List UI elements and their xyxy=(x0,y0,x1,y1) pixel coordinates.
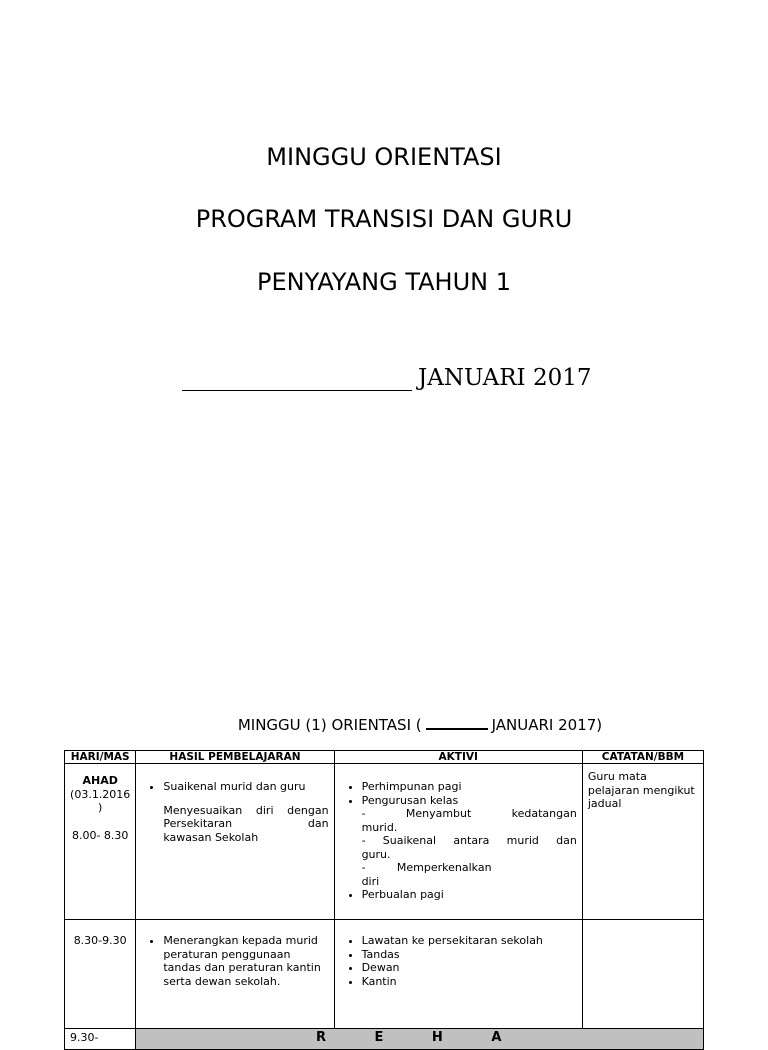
activity-item: • Perhimpunan pagi xyxy=(362,780,577,794)
notes-cell xyxy=(582,920,703,1029)
activity-item: • Tandas xyxy=(362,948,577,962)
subitem-line xyxy=(362,861,492,875)
activity-item: • Kantin xyxy=(362,975,577,989)
time-cell: 9.30- xyxy=(65,1029,136,1050)
header-catatan: CATATAN/BBM xyxy=(582,751,703,764)
table-row xyxy=(65,764,704,920)
time-cell: 8.30-9.30 xyxy=(65,920,136,1029)
outcome-item: • Menerangkan kepada murid peraturan penggunaan tandas dan peraturan kantin serta dewan sekolah. xyxy=(163,934,328,988)
subitem-dash: - xyxy=(361,861,366,874)
subitem-line: guru. xyxy=(361,847,391,861)
header-row xyxy=(65,751,704,764)
date-line xyxy=(182,364,602,391)
activity-cell xyxy=(334,920,582,1029)
notes-cell: Guru mata pelajaran mengikut jadual xyxy=(582,764,703,920)
subitem-line: - Suaikenal antara murid dan xyxy=(361,834,577,847)
title-line-1: MINGGU ORIENTASI xyxy=(266,143,502,171)
subitem-line: - Menyambut kedatangan xyxy=(361,807,577,820)
outcome-description xyxy=(163,804,328,845)
outcome-desc-line: kawasan Sekolah xyxy=(163,830,259,844)
table-row xyxy=(65,920,704,1029)
day-name: AHAD xyxy=(82,774,118,787)
caption-suffix: JANUARI 2017) xyxy=(491,716,603,734)
activity-subitem xyxy=(362,807,577,888)
table-caption xyxy=(0,714,768,734)
break-label: R E H A xyxy=(136,1029,704,1050)
subitem-line: diri xyxy=(361,874,380,888)
date-text: JANUARI 2017 xyxy=(418,365,592,391)
day-date: (03.1.2016 ) xyxy=(70,787,131,814)
outcome-cell xyxy=(136,764,334,920)
header-aktivi: AKTIVI xyxy=(334,751,582,764)
caption-blank xyxy=(426,714,488,730)
header-hasil: HASIL PEMBELAJARAN xyxy=(136,751,334,764)
subitem-line: murid. xyxy=(361,820,398,834)
outcome-desc-line: Menyesuaikan diri dengan Persekitaran dan xyxy=(163,803,329,830)
header-hari: HARI/MAS xyxy=(65,751,136,764)
day-cell xyxy=(65,764,136,920)
activity-cell xyxy=(334,764,582,920)
outcome-cell xyxy=(136,920,334,1029)
activity-label: Pengurusan kelas xyxy=(361,793,459,807)
activity-item: • Perbualan pagi xyxy=(362,888,577,902)
activity-item: • Lawatan ke persekitaran sekolah xyxy=(362,934,577,948)
activity-item xyxy=(362,794,577,808)
table-row xyxy=(65,1029,704,1050)
subitem-word: Memperkenalkan xyxy=(396,861,492,874)
schedule-table xyxy=(64,750,704,1050)
activity-item: • Dewan xyxy=(362,961,577,975)
caption-prefix: MINGGU (1) ORIENTASI ( xyxy=(237,716,422,734)
outcome-item: • Suaikenal murid dan guru xyxy=(163,780,328,794)
day-time: 8.00- 8.30 xyxy=(71,828,129,842)
date-blank xyxy=(182,364,412,391)
title-line-3: PENYAYANG TAHUN 1 xyxy=(256,268,511,296)
title-line-2: PROGRAM TRANSISI DAN GURU xyxy=(195,205,573,233)
